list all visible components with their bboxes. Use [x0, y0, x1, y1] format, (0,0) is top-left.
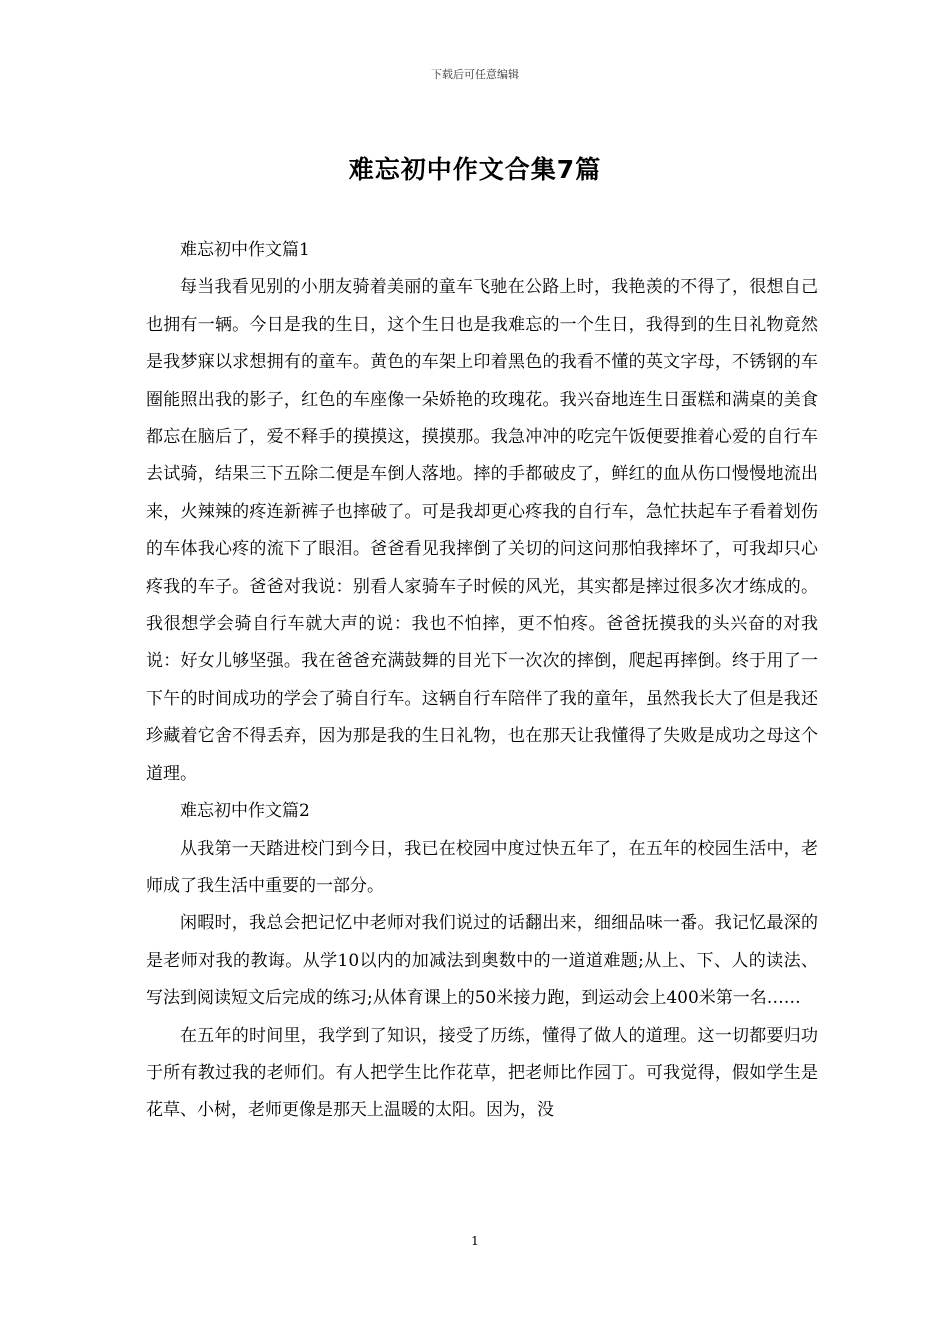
paragraph: 闲暇时，我总会把记忆中老师对我们说过的话翻出来，细细品味一番。我记忆最深的是老师对我的教诲。从学10以内的加减法到奥数中的一道道难题;从上、下、人的读法、写法到阅读短文后完成的练习;从体育课上的50米接力跑，到运动会上400米第一名……: [146, 913, 818, 1009]
page-title: 难忘初中作文合集7篇: [348, 155, 602, 184]
paragraph: 在五年的时间里，我学到了知识，接受了历练，懂得了做人的道理。这一切都要归功于所有教过我的老师们。有人把学生比作花草，把老师比作园丁。可我觉得，假如学生是花草、小树，老师更像是那天上温暖的太阳。因为，没: [146, 1025, 818, 1121]
paragraph: 从我第一天踏进校门到今日，我已在校园中度过快五年了，在五年的校园生活中，老师成了我生活中重要的一部分。: [146, 838, 818, 896]
section-heading: 难忘初中作文篇2: [180, 801, 310, 822]
header-note: 下载后可任意编辑: [431, 68, 519, 81]
document-body: [146, 232, 818, 1130]
page-number: 1: [471, 1234, 479, 1248]
section-heading: 难忘初中作文篇1: [180, 240, 310, 260]
paragraph: 每当我看见别的小朋友骑着美丽的童车飞驰在公路上时，我艳羡的不得了，很想自己也拥有一辆。今日是我的生日，这个生日也是我难忘的一个生日，我得到的生日礼物竟然是我梦寐以求想拥有的童车。黄色的车架上印着黑色的我看不懂的英文字母，不锈钢的车圈能照出我的影子，红色的车座像一朵娇艳的玫瑰花。我兴奋地连生日蛋糕和满桌的美食都忘在脑后了，爱不释手的摸摸这，摸摸那。我急冲冲的吃完午饭便要推着心爱的自行车去试骑，结果三下五除二便是车倒人落地。摔的手都破皮了，鲜红的血从伤口慢慢地流出来，火辣辣的疼连新裤子也摔破了。可是我却更心疼我的自行车，急忙扶起车子看着划伤的车体我心疼的流下了眼泪。爸爸看见我摔倒了关切的问这问那怕我摔坏了，可我却只心疼我的车子。爸爸对我说：别看人家骑车子时候的风光，其实都是摔过很多次才练成的。我很想学会骑自行车就大声的说：我也不怕摔，更不怕疼。爸爸抚摸我的头兴奋的对我说：好女儿够坚强。我在爸爸充满鼓舞的目光下一次次的摔倒，爬起再摔倒。终于用了一下午的时间成功的学会了骑自行车。这辆自行车陪伴了我的童年，虽然我长大了但是我还珍藏着它舍不得丢弃，因为那是我的生日礼物，也在那天让我懂得了失败是成功之母这个道理。: [146, 277, 818, 784]
